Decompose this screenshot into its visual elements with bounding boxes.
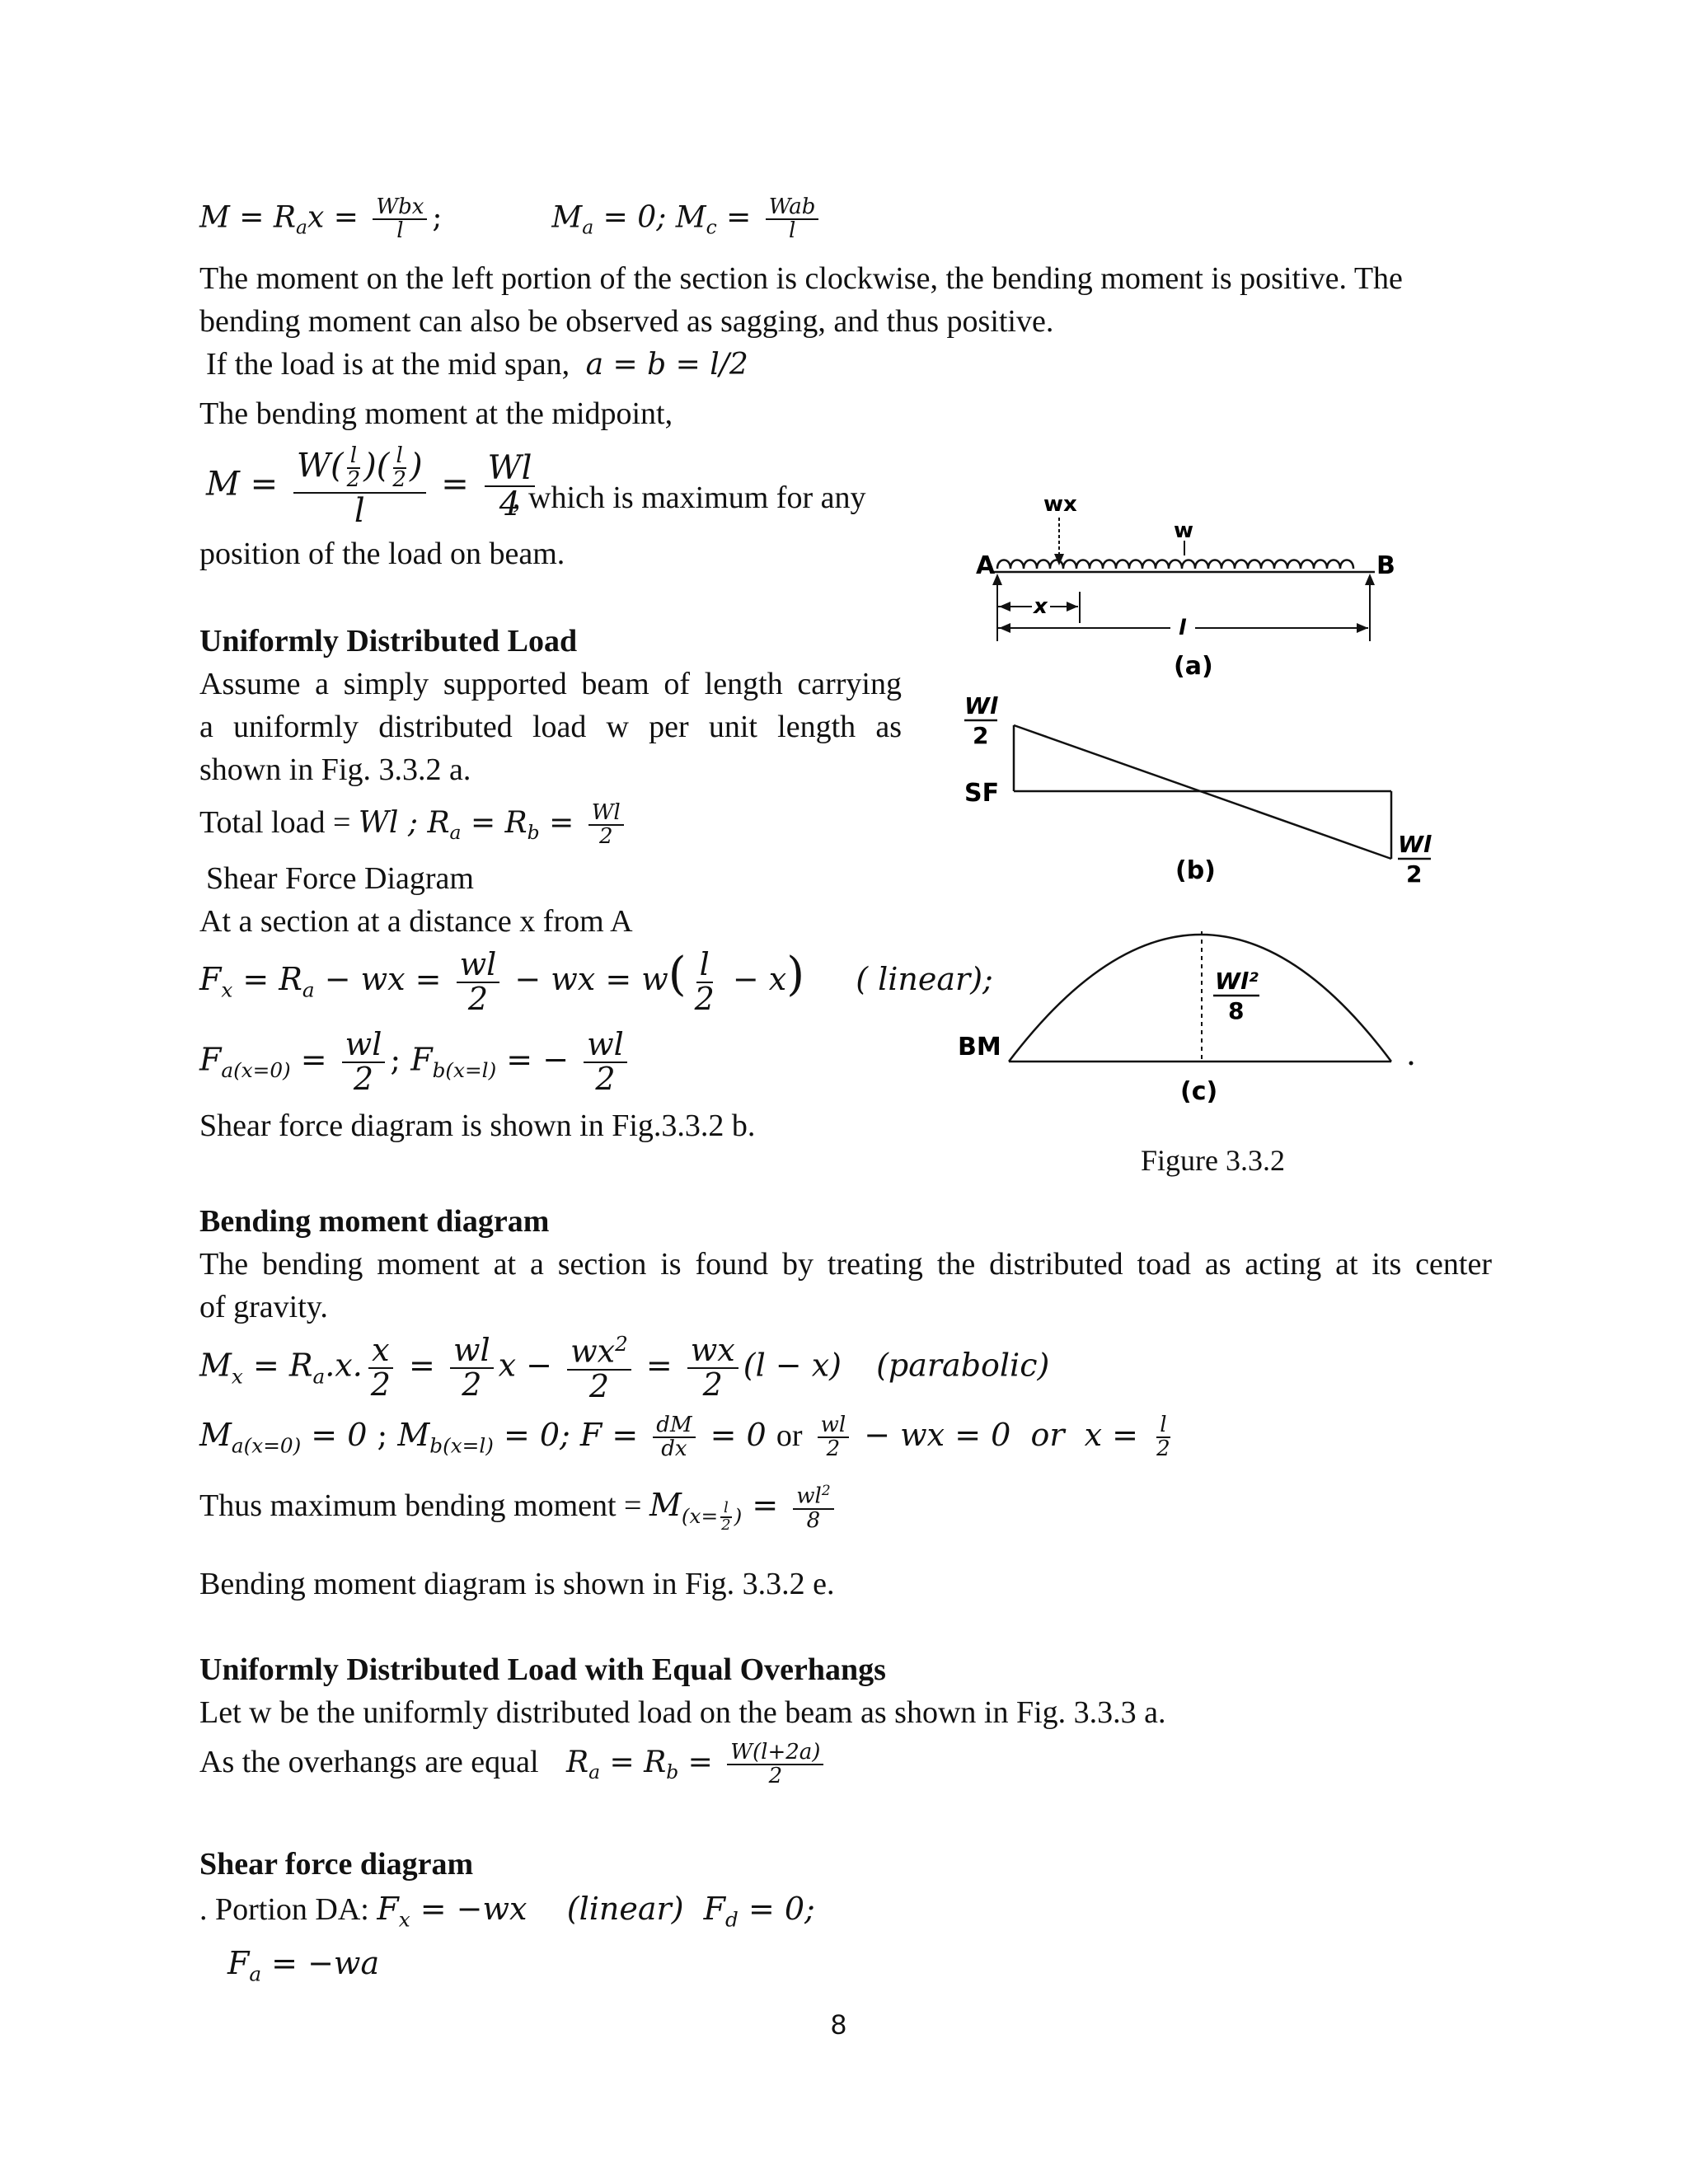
figure-label-B: B bbox=[1376, 551, 1395, 580]
paragraph-line: Shear force diagram is shown in Fig.3.3.2 b. bbox=[199, 1108, 756, 1143]
equation-moment: $M = R_ax$ = $\frac{\text{Wbx}}{l}$ ; $M_a = 0$; $M_c$ = $\frac{\text{Wab}}{l}$ bbox=[199, 196, 823, 243]
inline-equation: $R_a = R_b$ = $\frac{W(l+2a)}{2}$ bbox=[566, 1746, 828, 1779]
paragraph-line: of gravity. bbox=[199, 1290, 328, 1324]
figure-label-a: (a) bbox=[1174, 652, 1213, 681]
equation-shear-force: $F_x = R_a$ − wx = $\frac{wl}{2}$ − wx = w( $\frac{l}{2}$ − x) ( linear); bbox=[199, 945, 993, 1017]
equation-fa: $F_a = -wa$ bbox=[227, 1945, 380, 1986]
paragraph-line: The bending moment at a section is found by treating the distributed toad as acting at its center bbox=[199, 1247, 1492, 1282]
equation-midpoint-moment: M = W( $\frac{l}{2}$ )( $\frac{l}{2}$ ) l = $\frac{Wl}{4}$ bbox=[206, 445, 540, 528]
paragraph-line: , which is maximum for any bbox=[513, 480, 866, 515]
paragraph-line: The moment on the left portion of the section is clockwise, the bending moment is positive. The bbox=[199, 261, 1403, 296]
inline-equation: Wl ; $R_a = R_b$ = $\frac{Wl}{2}$ bbox=[359, 806, 629, 840]
figure-label-sf: SF bbox=[964, 779, 1000, 808]
paragraph-line bbox=[206, 343, 748, 387]
paragraph-line: shown in Fig. 3.3.2 a. bbox=[199, 752, 471, 787]
paragraph-text: If the load is at the mid span, bbox=[206, 347, 570, 382]
figure-label-wl-bot: Wl bbox=[1398, 831, 1432, 858]
section-heading: Shear force diagram bbox=[199, 1847, 474, 1882]
equation-bending-moment: $M_x = R_a.x$. $\frac{x}{2}$ = $\frac{wl}{2}$ x − $\frac{wx^2}{2}$ = $\frac{wx}{2}$ (l − x) (parabolic) bbox=[199, 1332, 1050, 1404]
inline-equation: a = b = l/2 bbox=[585, 348, 748, 382]
inline-equation: $M_{(x= \frac{l}{2} )}$ = $\frac{wl^2}{8}$ bbox=[649, 1487, 839, 1523]
figure-label-2-top: 2 bbox=[973, 722, 989, 749]
section-heading: Uniformly Distributed Load bbox=[199, 624, 578, 658]
inline-equation: $F_x = -wx$ (linear) $F_d = 0$; bbox=[377, 1891, 815, 1932]
figure-3-3-2 bbox=[940, 486, 1434, 1113]
paragraph-line: a uniformly distributed load w per unit length as bbox=[199, 710, 902, 744]
paragraph-line bbox=[199, 1483, 839, 1538]
figure-label-wx: wx bbox=[1043, 492, 1077, 517]
paragraph-line bbox=[199, 1741, 828, 1793]
figure-label-l: l bbox=[1179, 616, 1186, 640]
equation-moment-ends: $M_{a(x=0)} = 0$ ; $M_{b(x=l)} = 0$; F = $\frac{dM}{dx}$ = 0 or $\frac{wl}{2}$ − wx = 0 or x = $\frac{l}{2}$ bbox=[199, 1413, 1170, 1462]
figure-label-8: 8 bbox=[1228, 997, 1245, 1024]
figure-caption: Figure 3.3.2 bbox=[1141, 1144, 1285, 1177]
paragraph-text: Total load = bbox=[199, 805, 351, 840]
page-number: 8 bbox=[831, 2009, 846, 2041]
figure-label-wl-top: Wl bbox=[964, 692, 998, 719]
figure-label-A: A bbox=[976, 551, 996, 580]
paragraph-text: . Portion DA: bbox=[199, 1892, 369, 1927]
figure-label-x: x bbox=[1034, 594, 1048, 619]
paragraph-line bbox=[199, 801, 629, 854]
figure-label-2-bot: 2 bbox=[1406, 860, 1423, 888]
paragraph-line: At a section at a distance x from A bbox=[199, 904, 633, 939]
paragraph-line: Bending moment diagram is shown in Fig. 3.3.2 e. bbox=[199, 1567, 835, 1601]
paragraph-line: Shear Force Diagram bbox=[206, 861, 474, 896]
figure-label-c: (c) bbox=[1180, 1077, 1218, 1106]
paragraph-line: position of the load on beam. bbox=[199, 537, 565, 571]
paragraph-text: Thus maximum bending moment = bbox=[199, 1488, 642, 1524]
paragraph-line: Assume a simply supported beam of length carrying bbox=[199, 667, 902, 701]
figure-label-b: (b) bbox=[1175, 856, 1216, 885]
udl-coils bbox=[997, 560, 1353, 569]
equation-shear-ends: $F_{a(x=0)}$ = $\frac{wl}{2}$ ; $F_{b(x=l)}$ = − $\frac{wl}{2}$ bbox=[199, 1029, 632, 1096]
paragraph-line bbox=[199, 1887, 815, 1942]
figure-label-wl2: Wl² bbox=[1215, 968, 1259, 995]
or-word: or bbox=[776, 1418, 803, 1453]
figure-label-bm: BM bbox=[958, 1033, 1001, 1062]
section-heading: Uniformly Distributed Load with Equal Overhangs bbox=[199, 1652, 886, 1687]
figure-label-w: w bbox=[1174, 518, 1194, 543]
paragraph-text: As the overhangs are equal bbox=[199, 1745, 539, 1779]
paragraph-line: Let w be the uniformly distributed load on the beam as shown in Fig. 3.3.3 a. bbox=[199, 1695, 1166, 1730]
paragraph-line: bending moment can also be observed as sagging, and thus positive. bbox=[199, 304, 1054, 339]
section-heading: Bending moment diagram bbox=[199, 1204, 550, 1239]
paragraph-line: The bending moment at the midpoint, bbox=[199, 396, 673, 431]
